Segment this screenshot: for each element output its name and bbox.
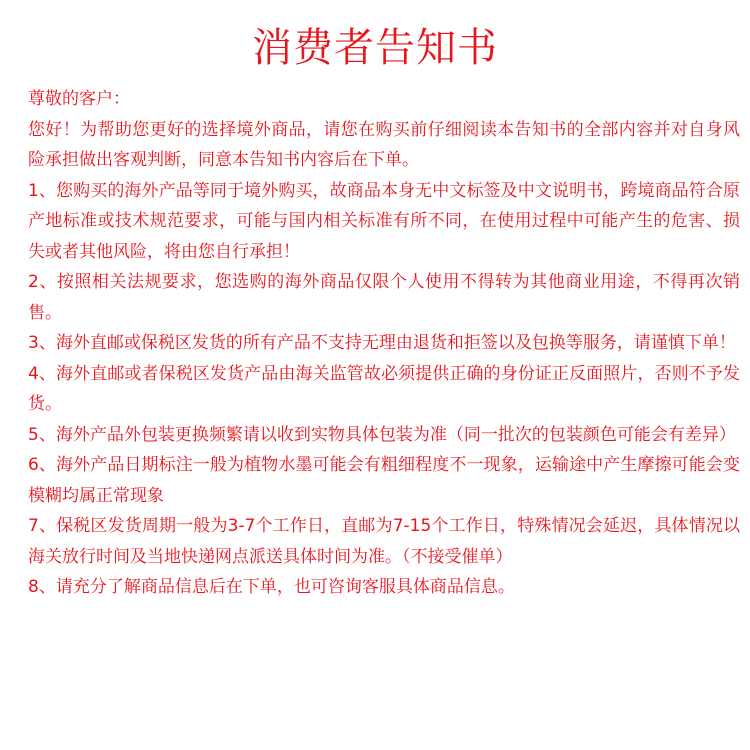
clause-4: 4、海外直邮或者保税区发货产品由海关监管故必须提供正确的身份证正反面照片，否则不予发货。 xyxy=(28,363,740,414)
notice-body xyxy=(28,84,740,603)
notice-title: 消费者告知书 xyxy=(252,25,498,71)
clause-7: 7、保税区发货周期一般为3-7个工作日，直邮为7-15个工作日，特殊情况会延迟，具体情况以海关放行时间及当地快递网点派送具体时间为准。（不接受催单） xyxy=(28,516,740,567)
clause-6: 6、海外产品日期标注一般为植物水墨可能会有粗细程度不一现象，运输途中产生摩擦可能会变模糊均属正常现象 xyxy=(28,455,740,506)
clause-3: 3、海外直邮或保税区发货的所有产品不支持无理由退货和拒签以及包换等服务，请谨慎下单！ xyxy=(28,333,736,353)
salutation: 尊敬的客户： xyxy=(28,89,130,109)
clause-8: 8、请充分了解商品信息后在下单，也可咨询客服具体商品信息。 xyxy=(28,577,515,597)
clause-2: 2、按照相关法规要求，您选购的海外商品仅限个人使用不得转为其他商业用途，不得再次销售。 xyxy=(28,272,740,323)
intro-paragraph: 您好！为帮助您更好的选择境外商品，请您在购买前仔细阅读本告知书的全部内容并对自身风险承担做出客观判断，同意本告知书内容后在下单。 xyxy=(28,119,740,170)
clause-1: 1、您购买的海外产品等同于境外购买，故商品本身无中文标签及中文说明书，跨境商品符合原产地标准或技术规范要求，可能与国内相关标准有所不同，在使用过程中可能产生的危害、损失或者其他风险，将由您自行承担！ xyxy=(28,180,740,262)
clause-5: 5、海外产品外包装更换频繁请以收到实物具体包装为准（同一批次的包装颜色可能会有差异） xyxy=(28,424,736,445)
